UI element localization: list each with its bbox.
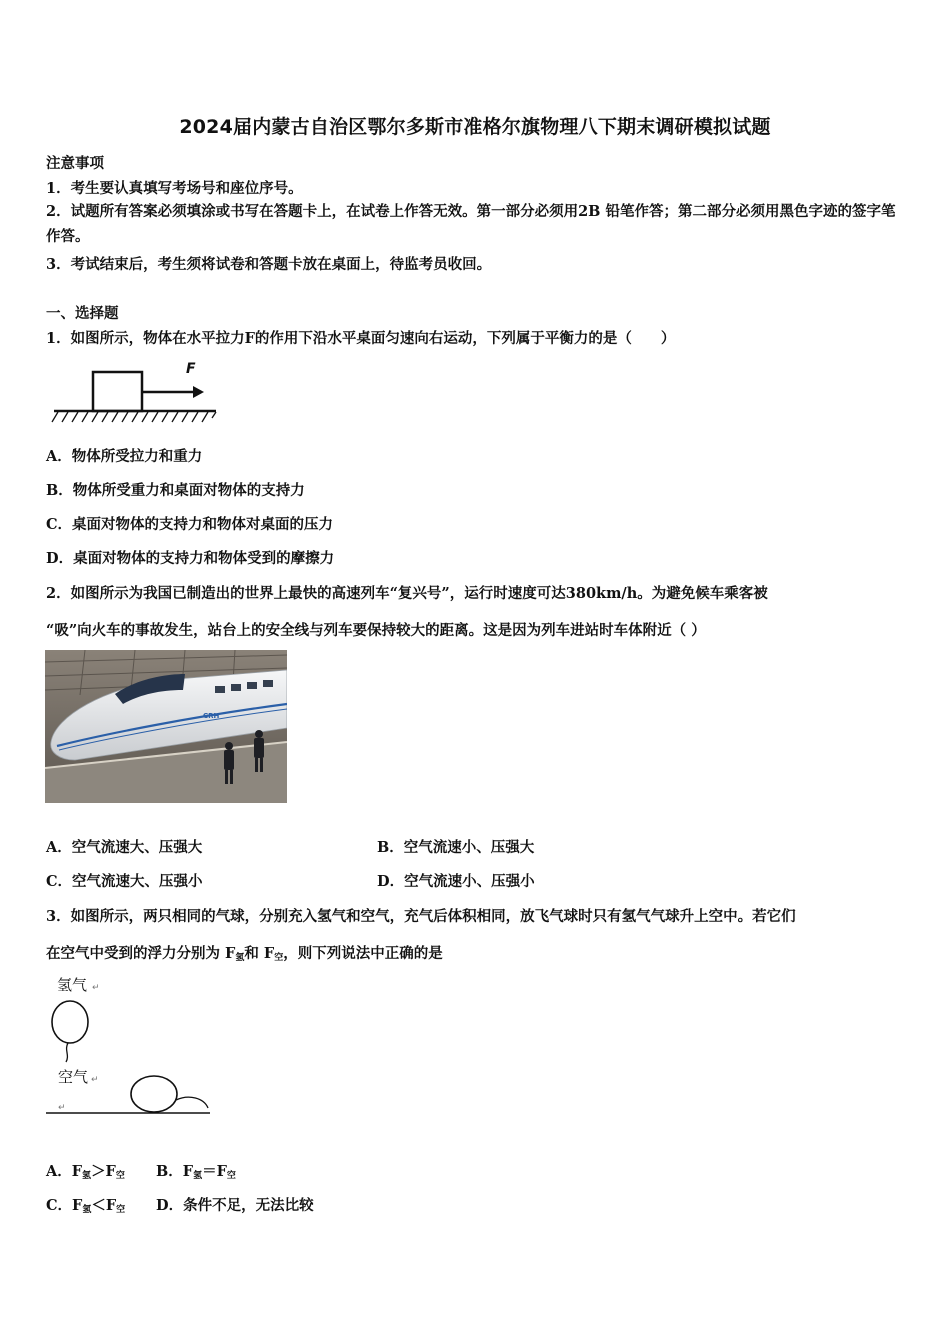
q3-option-b: B．$F_氢=F_空$: [156, 1163, 236, 1181]
q1-option-a: A．物体所受拉力和重力: [46, 448, 203, 465]
svg-text:↵: ↵: [91, 1075, 99, 1085]
svg-text:↵: ↵: [92, 983, 100, 993]
q1-stem: 1．如图所示，物体在水平拉力F的作用下沿水平桌面匀速向右运动，下列属于平衡力的是（ ）: [46, 330, 676, 347]
svg-text:↵: ↵: [58, 1103, 66, 1113]
q1-option-c: C．桌面对物体的支持力和物体对桌面的压力: [46, 516, 334, 533]
section-heading: 一、选择题: [46, 305, 119, 322]
q2-train-photo: [45, 650, 287, 803]
q3-stem-line-2: [46, 942, 443, 963]
q2-option-d: D．空气流速小、压强小: [377, 873, 535, 890]
q2-stem-line-1: 2．如图所示为我国已制造出的世界上最快的高速列车“复兴号”，运行时速度可达380km/h。为避免候车乘客被: [46, 585, 768, 602]
notice-item-3: 3．考试结束后，考生须将试卷和答题卡放在桌面上，待监考员收回。: [46, 256, 492, 273]
q1-option-d: D．桌面对物体的支持力和物体受到的摩擦力: [46, 550, 335, 567]
q2-option-b: B．空气流速小、压强大: [377, 839, 535, 856]
page-title: 2024届内蒙古自治区鄂尔多斯市准格尔旗物理八下期末调研模拟试题: [179, 116, 771, 138]
q3-option-a: A．$F_氢>F_空$: [46, 1163, 125, 1181]
q3-option-c: C．$F_氢<F_空$: [46, 1197, 126, 1215]
q2-train-logo: CRH: [203, 712, 220, 720]
q3-stem-part-c: ，则下列说法中正确的是: [283, 945, 443, 962]
q2-option-a: A．空气流速大、压强大: [46, 839, 203, 856]
q3-stem-part-a: 在空气中受到的浮力分别为 F: [46, 945, 236, 962]
q3-sub-air: 空: [274, 953, 284, 963]
q1-force-diagram: [46, 356, 221, 428]
q3-sub-hydrogen: 氢: [235, 953, 245, 963]
q2-option-c: C．空气流速大、压强小: [46, 873, 203, 890]
q1-force-label: F: [186, 361, 196, 377]
q3-stem-line-1: 3．如图所示，两只相同的气球，分别充入氢气和空气，充气后体积相同，放飞气球时只有氢气气球升上空中。若它们: [46, 908, 796, 925]
q3-label-air: 空气: [58, 1068, 89, 1086]
q3-stem-part-b: 和 F: [244, 945, 275, 962]
q3-option-d: D．条件不足，无法比较: [156, 1197, 314, 1214]
notice-item-1: 1．考生要认真填写考场号和座位序号。: [46, 180, 303, 197]
q1-option-b: B．物体所受重力和桌面对物体的支持力: [46, 482, 305, 499]
q2-stem-line-2: “吸”向火车的事故发生，站台上的安全线与列车要保持较大的距离。这是因为列车进站时车体附近（ ）: [46, 622, 706, 639]
notice-heading: 注意事项: [46, 155, 104, 172]
notice-item-2: 2．试题所有答案必须填涂或书写在答题卡上，在试卷上作答无效。第一部分必须用2B 铅笔作答；第二部分必须用黑色字迹的签字笔作答。: [46, 203, 896, 245]
q3-label-hydrogen: 氢气: [57, 976, 88, 994]
q3-balloon-diagram: [44, 970, 214, 1125]
